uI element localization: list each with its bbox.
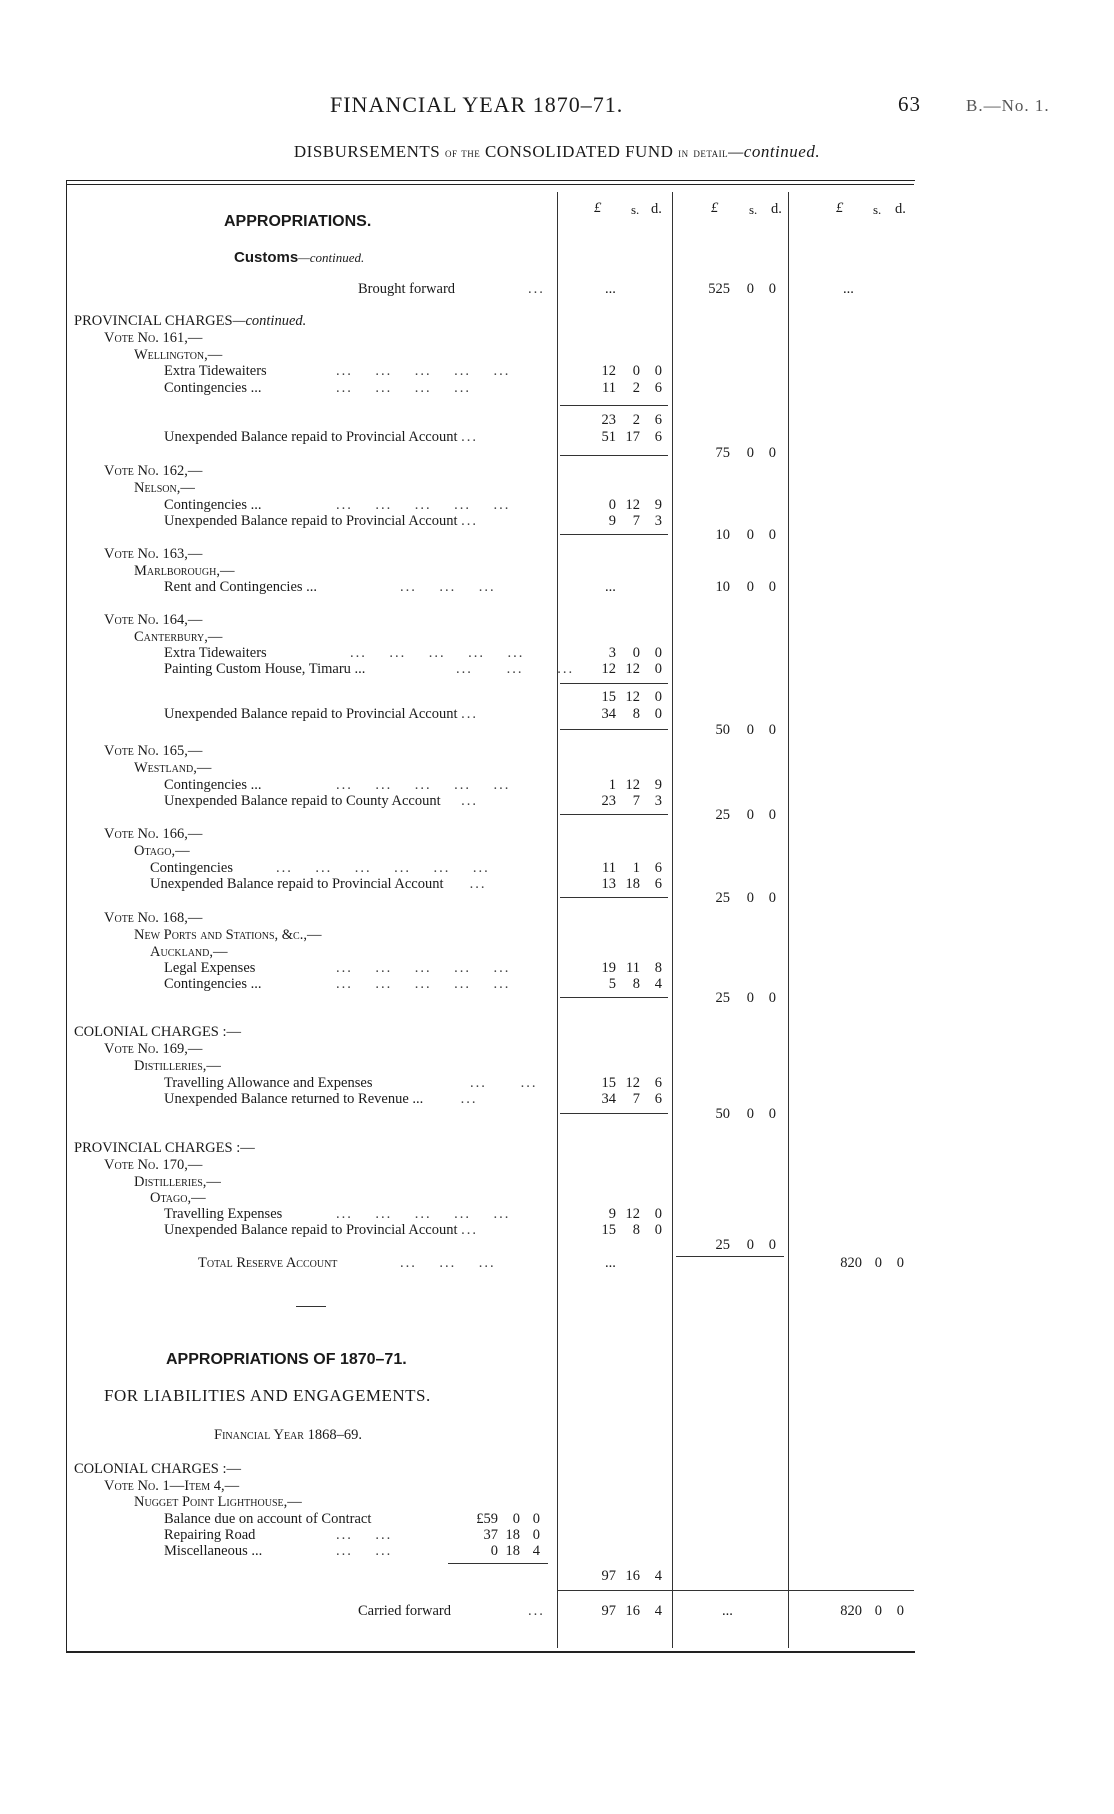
amount-pounds: 34	[601, 1091, 616, 1107]
amount-shillings: 2	[632, 380, 640, 396]
unexpended-shillings: 17	[625, 429, 640, 445]
shilling-header: s.	[631, 202, 640, 217]
amount-shillings: 12	[625, 1206, 640, 1222]
amount-shillings: 7	[632, 1091, 640, 1107]
amount-pence: 6	[654, 876, 662, 892]
amount-shillings: 0	[632, 645, 640, 661]
total-shillings: 0	[746, 579, 754, 595]
total-rule	[560, 814, 668, 815]
carried-forward-rule	[557, 1590, 914, 1591]
amount-pence: 6	[654, 1091, 662, 1107]
total-shillings: 0	[746, 890, 754, 906]
inner-pounds: 0	[490, 1543, 498, 1559]
reserve-pounds: 820	[840, 1255, 862, 1271]
amount-pence: 9	[654, 497, 662, 513]
amount-pounds: 12	[601, 363, 616, 379]
table-frame-double-rule	[66, 184, 914, 185]
leader-dots: ... ... ... ... ...	[336, 777, 511, 793]
line-item: Unexpended Balance repaid to County Account ...	[164, 793, 479, 809]
reserve-label: Total Reserve Account	[198, 1255, 338, 1271]
total-rule	[560, 1113, 668, 1114]
amount-pence: 0	[654, 363, 662, 379]
total-pence: 0	[768, 445, 776, 461]
amount-pounds: 23	[601, 793, 616, 809]
amount-pence: 0	[654, 645, 662, 661]
subtotal-pounds: 23	[601, 412, 616, 428]
total-pounds: 50	[715, 1106, 730, 1122]
vote-label: Vote No. 161,—	[104, 330, 203, 346]
total-rule	[560, 534, 668, 535]
leader-dots: ... ...	[336, 1527, 393, 1543]
leader-dots: ... ... ... ... ...	[336, 1206, 511, 1222]
total-rule	[560, 897, 668, 898]
total-pounds: 75	[715, 445, 730, 461]
unexpended-shillings: 8	[632, 706, 640, 722]
total-pounds: 97	[601, 1568, 616, 1584]
group-heading: PROVINCIAL CHARGES :—	[74, 1140, 255, 1156]
amount-pounds: 15	[601, 1075, 616, 1091]
inner-shillings: 18	[505, 1543, 520, 1559]
financial-year: Financial Year 1868–69.	[214, 1427, 362, 1443]
page-number: 63	[898, 92, 921, 116]
subtotal-pence: 6	[654, 412, 662, 428]
vote-label: Vote No. 165,—	[104, 743, 203, 759]
heading-text: PROVINCIAL CHARGES	[74, 313, 233, 329]
brought-forward-pence: 0	[768, 281, 776, 297]
inner-pence: 0	[532, 1511, 540, 1527]
district-label: Westland,—	[134, 760, 212, 776]
amount-pence: 8	[654, 960, 662, 976]
brought-forward-label: Brought forward	[358, 281, 456, 297]
section-title: APPROPRIATIONS OF 1870–71.	[166, 1351, 407, 1368]
amount-empty: ...	[605, 579, 616, 595]
district-label: Marlborough,—	[134, 563, 235, 579]
leader-dots: ... ... ... ...	[336, 380, 471, 396]
subtotal-rule	[560, 405, 668, 406]
carried-col3-pounds: 820	[840, 1603, 862, 1619]
amount-pence: 6	[654, 1075, 662, 1091]
shilling-header: s.	[873, 202, 882, 217]
column-rule-2	[672, 192, 673, 1648]
subtitle-part: CONSOLIDATED FUND	[484, 142, 674, 161]
amount-pence: 0	[654, 1222, 662, 1238]
leader-dots: ... ... ... ... ...	[336, 960, 511, 976]
subdistrict-label: Otago,—	[150, 1190, 206, 1206]
total-shillings: 0	[746, 807, 754, 823]
vote-label: Vote No. 168,—	[104, 910, 203, 926]
line-item: Unexpended Balance returned to Revenue ... ...	[164, 1091, 478, 1107]
line-item: Unexpended Balance repaid to Provincial Account ...	[164, 513, 479, 529]
line-item-text: Unexpended Balance repaid to Provincial Account	[164, 1222, 458, 1238]
inner-pence: 4	[532, 1543, 540, 1559]
line-item: Unexpended Balance repaid to Provincial Account ...	[164, 1222, 479, 1238]
inner-shillings: 18	[505, 1527, 520, 1543]
amount-shillings: 11	[626, 960, 640, 976]
total-pence: 0	[768, 1237, 776, 1253]
district-label: Canterbury,—	[134, 629, 223, 645]
leader-dots: ... ... ...	[400, 1255, 496, 1271]
subtotal-pence: 0	[654, 689, 662, 705]
total-pounds: 25	[715, 990, 730, 1006]
group-heading: COLONIAL CHARGES :—	[74, 1461, 242, 1477]
total-pounds: 10	[715, 579, 730, 595]
total-pence: 0	[768, 1106, 776, 1122]
subtitle-part: DISBURSEMENTS	[293, 142, 441, 161]
inner-shillings: 0	[512, 1511, 520, 1527]
subtotal-shillings: 2	[632, 412, 640, 428]
total-rule	[560, 729, 668, 730]
amount-shillings: 12	[625, 1075, 640, 1091]
pence-header: d.	[895, 201, 906, 217]
carried-forward-label: Carried forward	[358, 1603, 451, 1619]
pound-header: £	[836, 200, 844, 216]
shilling-header: s.	[749, 202, 758, 217]
vote-label: Vote No. 166,—	[104, 826, 203, 842]
subtitle-part: of the	[444, 145, 481, 160]
amount-shillings: 18	[625, 876, 640, 892]
total-pounds: 10	[715, 527, 730, 543]
vote-label: Vote No. 169,—	[104, 1041, 203, 1057]
leader-dots: ...	[528, 1603, 545, 1619]
inner-pence: 0	[532, 1527, 540, 1543]
unexpended-text: Unexpended Balance repaid to Provincial Account	[164, 429, 458, 445]
subtitle-part: in	[678, 145, 689, 160]
line-item: Rent and Contingencies ...	[164, 579, 318, 595]
amount-pounds: 0	[608, 497, 616, 513]
line-item: Travelling Allowance and Expenses	[164, 1075, 373, 1091]
leader-dots: ... ... ...	[456, 661, 575, 677]
customs-continued: —continued.	[298, 250, 365, 265]
line-item: Contingencies ...	[164, 777, 262, 793]
line-item: Contingencies	[150, 860, 233, 876]
pound-header: £	[594, 200, 602, 216]
pence-header: d.	[771, 201, 782, 217]
total-rule	[560, 997, 668, 998]
section-title: APPROPRIATIONS.	[224, 213, 372, 230]
total-shillings: 0	[746, 527, 754, 543]
unexpended-text: Unexpended Balance repaid to Provincial Account	[164, 706, 458, 722]
line-item-text: Unexpended Balance repaid to Provincial Account	[164, 513, 458, 529]
amount-pounds: 19	[601, 960, 616, 976]
amount-pence: 9	[654, 777, 662, 793]
leader-dots: ... ... ... ... ...	[336, 363, 511, 379]
amount-pence: 6	[654, 860, 662, 876]
vote-label: Vote No. 1—Item 4,—	[104, 1478, 240, 1494]
subdistrict-label: Auckland,—	[150, 944, 228, 960]
total-pence: 0	[768, 527, 776, 543]
subtitle-part: —continued.	[728, 142, 821, 161]
total-shillings: 0	[746, 1237, 754, 1253]
carried-col3-pence: 0	[896, 1603, 904, 1619]
unexpended-label: Unexpended Balance repaid to Provincial Account ...	[164, 429, 479, 445]
district-label: Nugget Point Lighthouse,—	[134, 1494, 302, 1510]
total-pence: 0	[768, 890, 776, 906]
carried-col1-pence: 4	[654, 1603, 662, 1619]
amount-pounds: 1	[608, 777, 616, 793]
section-divider	[296, 1306, 326, 1307]
amount-pounds: 12	[601, 661, 616, 677]
district-label: Nelson,—	[134, 480, 195, 496]
reserve-pence: 0	[896, 1255, 904, 1271]
column-rule-1	[557, 192, 558, 1648]
customs-heading	[234, 250, 364, 266]
reserve-shillings: 0	[874, 1255, 882, 1271]
line-item: Balance due on account of Contract	[164, 1511, 372, 1527]
total-shillings: 16	[625, 1568, 640, 1584]
line-item: Contingencies ...	[164, 380, 262, 396]
unexpended-label: Unexpended Balance repaid to Provincial Account ...	[164, 706, 479, 722]
total-pounds: 50	[715, 722, 730, 738]
subtitle-part: detail	[693, 145, 729, 160]
line-item-text: Unexpended Balance repaid to County Account	[164, 793, 441, 809]
total-shillings: 0	[746, 722, 754, 738]
line-item: Miscellaneous ...	[164, 1543, 263, 1559]
carried-col1-shillings: 16	[625, 1603, 640, 1619]
amount-shillings: 7	[632, 793, 640, 809]
total-pounds: 25	[715, 807, 730, 823]
amount-shillings: 12	[625, 777, 640, 793]
amount-shillings: 7	[632, 513, 640, 529]
brought-forward-shillings: 0	[746, 281, 754, 297]
amount-pounds: 9	[608, 1206, 616, 1222]
amount-pence: 3	[654, 513, 662, 529]
heading-suffix: —continued.	[232, 313, 307, 329]
line-item-text: Unexpended Balance repaid to Provincial Account	[150, 876, 444, 892]
amount-pence: 6	[654, 380, 662, 396]
page-subtitle	[0, 142, 1114, 162]
reserve-rule	[676, 1256, 784, 1257]
amount-pence: 4	[654, 976, 662, 992]
vote-label: Vote No. 162,—	[104, 463, 203, 479]
amount-pounds: 5	[608, 976, 616, 992]
district-label: Distilleries,—	[134, 1058, 221, 1074]
group-heading	[74, 313, 306, 329]
pound-header: £	[711, 200, 719, 216]
reserve-col1: ...	[605, 1255, 616, 1271]
carried-col1-pounds: 97	[601, 1603, 616, 1619]
district-label: Wellington,—	[134, 347, 223, 363]
total-pence: 4	[654, 1568, 662, 1584]
line-item: Extra Tidewaiters	[164, 363, 267, 379]
line-item-text: Unexpended Balance returned to Revenue ...	[164, 1091, 424, 1107]
amount-shillings: 12	[625, 661, 640, 677]
amount-shillings: 8	[632, 1222, 640, 1238]
total-shillings: 0	[746, 1106, 754, 1122]
line-item: Painting Custom House, Timaru ...	[164, 661, 366, 677]
unexpended-pounds: 34	[601, 706, 616, 722]
page-reference: B.—No. 1.	[966, 96, 1050, 115]
vote-label: Vote No. 170,—	[104, 1157, 203, 1173]
total-pence: 0	[768, 579, 776, 595]
amount-pounds: 3	[608, 645, 616, 661]
leader-dots: ... ...	[336, 1543, 393, 1559]
amount-pounds: 11	[602, 380, 616, 396]
subtotal-pounds: 15	[601, 689, 616, 705]
unexpended-pence: 0	[654, 706, 662, 722]
subtotal-shillings: 12	[625, 689, 640, 705]
line-item: Unexpended Balance repaid to Provincial Account ...	[150, 876, 487, 892]
group-heading: COLONIAL CHARGES :—	[74, 1024, 242, 1040]
amount-shillings: 8	[632, 976, 640, 992]
total-shillings: 0	[746, 445, 754, 461]
district-label: Distilleries,—	[134, 1174, 221, 1190]
leader-dots: ...	[528, 281, 545, 297]
amount-pence: 0	[654, 661, 662, 677]
leader-dots: ... ... ...	[400, 579, 496, 595]
line-item: Repairing Road	[164, 1527, 256, 1543]
amount-pence: 0	[654, 1206, 662, 1222]
line-item: Extra Tidewaiters	[164, 645, 267, 661]
brought-forward-pounds: 525	[708, 281, 730, 297]
inner-pounds: 37	[483, 1527, 498, 1543]
carried-col3-shillings: 0	[874, 1603, 882, 1619]
leader-dots: ... ...	[470, 1075, 538, 1091]
column-rule-3	[788, 192, 789, 1648]
district-label: New Ports and Stations, &c.,—	[134, 927, 322, 943]
unexpended-pence: 6	[654, 429, 662, 445]
line-item: Legal Expenses	[164, 960, 256, 976]
leader-dots: ... ... ... ... ...	[336, 497, 511, 513]
total-pence: 0	[768, 722, 776, 738]
total-pounds: 25	[715, 1237, 730, 1253]
total-shillings: 0	[746, 990, 754, 1006]
leader-dots: ... ... ... ... ... ...	[276, 860, 490, 876]
amount-shillings: 1	[632, 860, 640, 876]
amount-shillings: 12	[625, 497, 640, 513]
customs-label: Customs	[234, 249, 299, 266]
page-title: FINANCIAL YEAR 1870–71.	[330, 92, 624, 117]
line-item: Travelling Expenses	[164, 1206, 283, 1222]
district-label: Otago,—	[134, 843, 190, 859]
brought-forward-col3: ...	[843, 281, 854, 297]
brought-forward-col1: ...	[605, 281, 616, 297]
unexpended-pounds: 51	[601, 429, 616, 445]
leader-dots: ... ... ... ... ...	[336, 976, 511, 992]
total-pence: 0	[768, 990, 776, 1006]
line-item: Contingencies ...	[164, 497, 262, 513]
vote-label: Vote No. 164,—	[104, 612, 203, 628]
leader-dots: ... ... ... ... ...	[350, 645, 525, 661]
total-pence: 0	[768, 807, 776, 823]
subtotal-rule	[560, 683, 668, 684]
total-pounds: 25	[715, 890, 730, 906]
amount-pounds: 15	[601, 1222, 616, 1238]
carried-col2: ...	[722, 1603, 733, 1619]
inner-total-rule	[448, 1563, 548, 1564]
amount-pence: 3	[654, 793, 662, 809]
total-rule	[560, 455, 668, 456]
section-subtitle: FOR LIABILITIES AND ENGAGEMENTS.	[104, 1386, 431, 1405]
pence-header: d.	[651, 201, 662, 217]
amount-pounds: 13	[601, 876, 616, 892]
inner-pounds: £59	[476, 1511, 498, 1527]
line-item: Contingencies ...	[164, 976, 262, 992]
amount-shillings: 0	[632, 363, 640, 379]
amount-pounds: 11	[602, 860, 616, 876]
amount-pounds: 9	[608, 513, 616, 529]
vote-label: Vote No. 163,—	[104, 546, 203, 562]
